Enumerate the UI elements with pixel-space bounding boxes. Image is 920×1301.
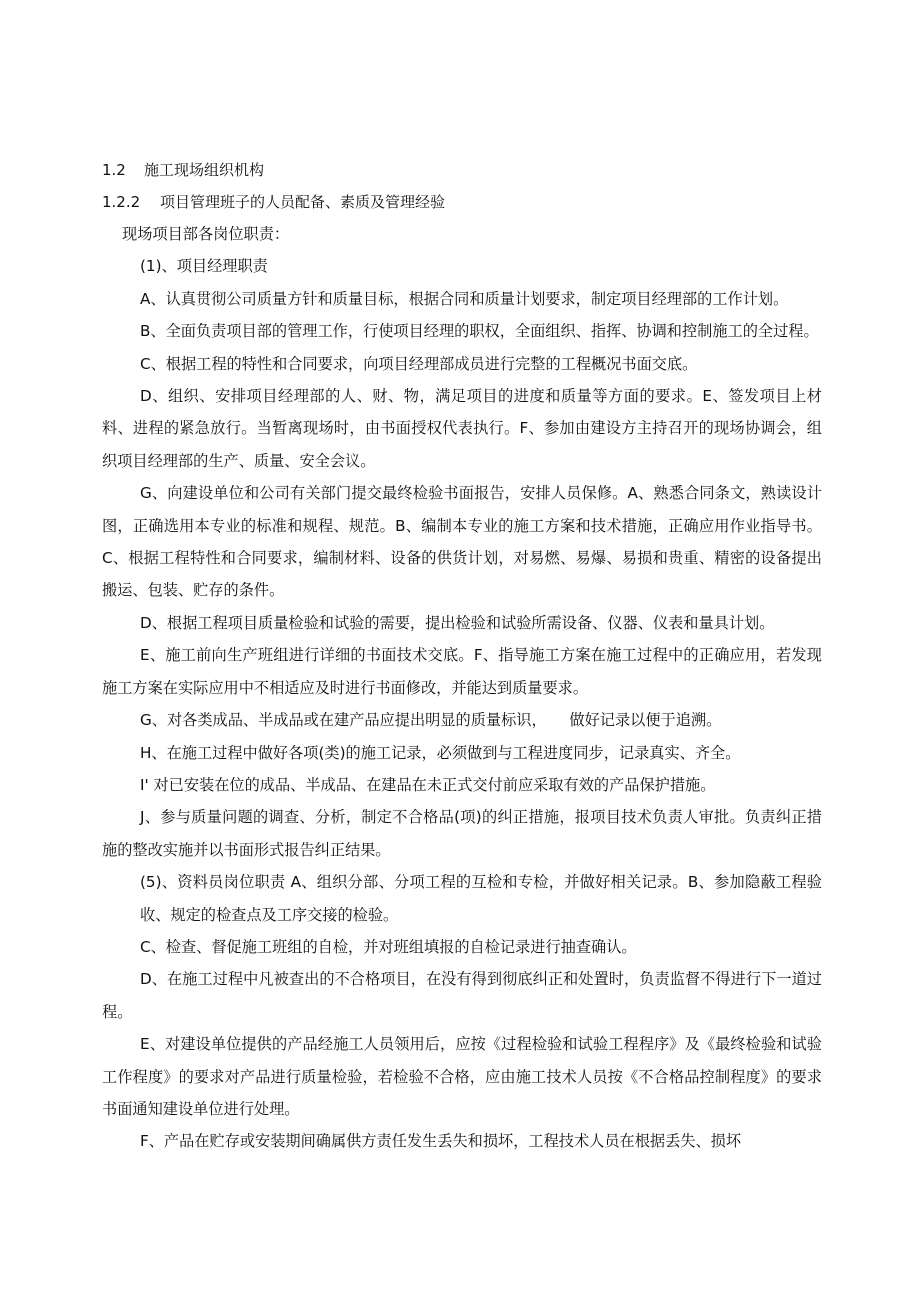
subsection-title: 项目管理班子的人员配备、素质及管理经验 <box>160 193 446 211</box>
paragraph-c-self-inspection: C、检查、督促施工班组的自检，并对班组填报的自检记录进行抽查确认。 <box>140 937 637 956</box>
paragraph-e-product-inspection: E、对建设单位提供的产品经施工人员领用后，应按《过程检验和试验工程程序》及《最终检验和试验工作程度》的要求对产品进行质量检验，若检验不合格，应由施工技术人员按《不合格品控制程度》的要求书面通知建设单位进行处理。 <box>102 1035 822 1118</box>
paragraph-project-manager-heading: (1)、项目经理职责 <box>140 257 268 276</box>
document-body <box>102 155 822 1158</box>
section-heading-1-2 <box>102 155 822 185</box>
paragraph-i-protection: I' 对已安装在位的成品、半成品、在建品在未正式交付前应采取有效的产品保护措施。 <box>140 775 716 794</box>
paragraph-documentation-officer: (5)、资料员岗位职责 A、组织分部、分项工程的互检和专检，并做好相关记录。B、参加隐蔽工程验收、规定的检查点及工序交接的检验。 <box>140 873 822 924</box>
subsection-number: 1.2.2 <box>102 193 141 211</box>
section-heading-1-2-2 <box>102 187 822 217</box>
paragraph-g-marking: G、对各类成品、半成品或在建产品应提出明显的质量标识， 做好记录以便于追溯。 <box>140 711 722 730</box>
paragraph-d-supervision: D、在施工过程中凡被查出的不合格项目，在没有得到彻底纠正和处置时，负责监督不得进行下一道过程。 <box>102 970 822 1021</box>
section-number: 1.2 <box>102 161 126 179</box>
paragraph-f-storage: F、产品在贮存或安装期间确属供方责任发生丢失和损坏，工程技术人员在根据丢失、损坏 <box>140 1132 742 1151</box>
paragraph-e-f-technical: E、施工前向生产班组进行详细的书面技术交底。F、指导施工方案在施工过程中的正确应用，若发现施工方案在实际应用中不相适应及时进行书面修改，并能达到质量要求。 <box>102 646 822 697</box>
paragraph-g-a-b-c: G、向建设单位和公司有关部门提交最终检验书面报告，安排人员保修。A、熟悉合同条文，熟读设计图，正确选用本专业的标准和规程、规范。B、编制本专业的施工方案和技术措施，正确应用作业指导书。C、根据工程特性和合同要求，编制材料、设备的供货计划，对易燃、易爆、易损和贵重、精密的设备提出搬运、包装、贮存的条件。 <box>102 484 822 600</box>
paragraph-h-records: H、在施工过程中做好各项(类)的施工记录，必须做到与工程进度同步，记录真实、齐全。 <box>140 743 741 762</box>
section-title: 施工现场组织机构 <box>144 161 265 179</box>
paragraph-c: C、根据工程的特性和合同要求，向项目经理部成员进行完整的工程概况书面交底。 <box>140 354 698 373</box>
paragraph-d-inspection: D、根据工程项目质量检验和试验的需要，提出检验和试验所需设备、仪器、仪表和量具计划。 <box>140 613 775 632</box>
paragraph-b: B、全面负责项目部的管理工作，行使项目经理的职权，全面组织、指挥、协调和控制施工的全过程。 <box>140 322 819 341</box>
intro-paragraph: 现场项目部各岗位职责： <box>122 225 290 243</box>
paragraph-j-nonconformance: J、参与质量问题的调查、分析，制定不合格品(项)的纠正措施，报项目技术负责人审批。负责纠正措施的整改实施并以书面形式报告纠正结果。 <box>102 808 822 859</box>
paragraph-d-e-f: D、组织、安排项目经理部的人、财、物，满足项目的进度和质量等方面的要求。E、签发项目上材料、进程的紧急放行。当暂离现场时，由书面授权代表执行。F、参加由建设方主持召开的现场协调会，组织项目经理部的生产、质量、安全会议。 <box>102 387 822 470</box>
paragraph-a: A、认真贯彻公司质量方针和质量目标，根据合同和质量计划要求，制定项目经理部的工作计划。 <box>140 289 789 308</box>
